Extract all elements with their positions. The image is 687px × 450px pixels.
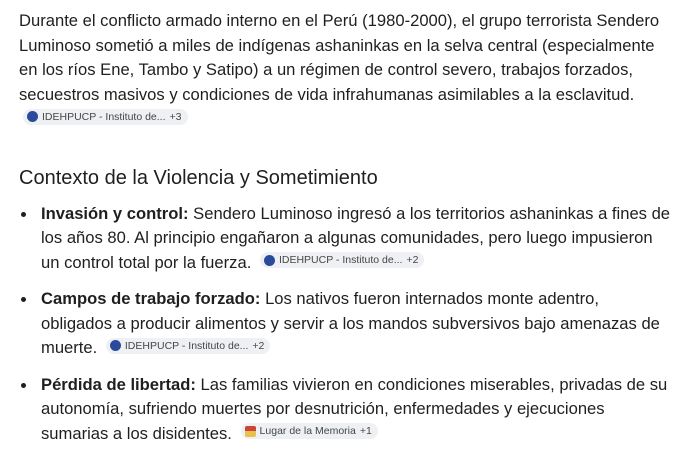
- bullet-list: [19, 202, 671, 447]
- intro-text: Durante el conflicto armado interno en el Perú (1980-2000), el grupo terrorista Sendero Luminoso sometió a miles de indígenas ashaninkas en la selva central (especialmente en los ríos Ene, Tambo y Satipo) a un régimen de control severo, trabajos forzados, secuestros masivos y condiciones de vida infrahumanas asimilables a la esclavitud.: [19, 11, 660, 104]
- source-chip[interactable]: [241, 423, 378, 439]
- source-chip[interactable]: [106, 338, 271, 354]
- globe-icon: [264, 255, 275, 266]
- globe-icon: [110, 340, 121, 351]
- bullet-title: Invasión y control:: [41, 203, 189, 223]
- bullet-title: Pérdida de libertad:: [41, 374, 196, 394]
- bullet-text: Las familias vivieron en condiciones miserables, privadas de su autonomía, sufriendo muertes por desnutrición, enfermedades y ejecuciones sumarias a los disidentes.: [41, 374, 668, 443]
- source-chip[interactable]: [260, 252, 425, 268]
- source-chip-count: +1: [359, 425, 372, 437]
- bullet-dot-icon: [21, 383, 26, 388]
- bullet-dot-icon: [21, 212, 26, 217]
- bullet-text: Los nativos fueron internados monte adentro, obligados a producir alimentos y servir a los mandos subversivos bajo amenazas de muerte.: [41, 289, 660, 357]
- source-chip-count: +2: [252, 339, 265, 352]
- list-item: [19, 287, 671, 361]
- memorial-seal-icon: [245, 426, 256, 437]
- bullet-title: Campos de trabajo forzado:: [41, 289, 261, 308]
- source-chip-label: IDEHPUCP - Instituto de...: [278, 254, 403, 266]
- source-chip[interactable]: [23, 109, 188, 125]
- list-item: [19, 202, 671, 276]
- source-chip-label: IDEHPUCP - Instituto de...: [42, 110, 166, 123]
- intro-paragraph: [19, 9, 671, 132]
- source-chip-count: +2: [406, 254, 419, 266]
- globe-icon: [27, 111, 38, 122]
- list-item: [19, 373, 671, 447]
- source-chip-label: Lugar de la Memoria: [259, 425, 356, 437]
- section-heading: Contexto de la Violencia y Sometimiento: [19, 166, 378, 189]
- bullet-text: Sendero Luminoso ingresó a los territorios ashaninkas a fines de los años 80. Al principio engañaron a algunas comunidades, pero luego impusieron un control total por la fuerza.: [41, 203, 671, 272]
- source-chip-count: +3: [169, 110, 182, 123]
- source-chip-label: IDEHPUCP - Instituto de...: [124, 339, 249, 352]
- bullet-dot-icon: [21, 297, 26, 302]
